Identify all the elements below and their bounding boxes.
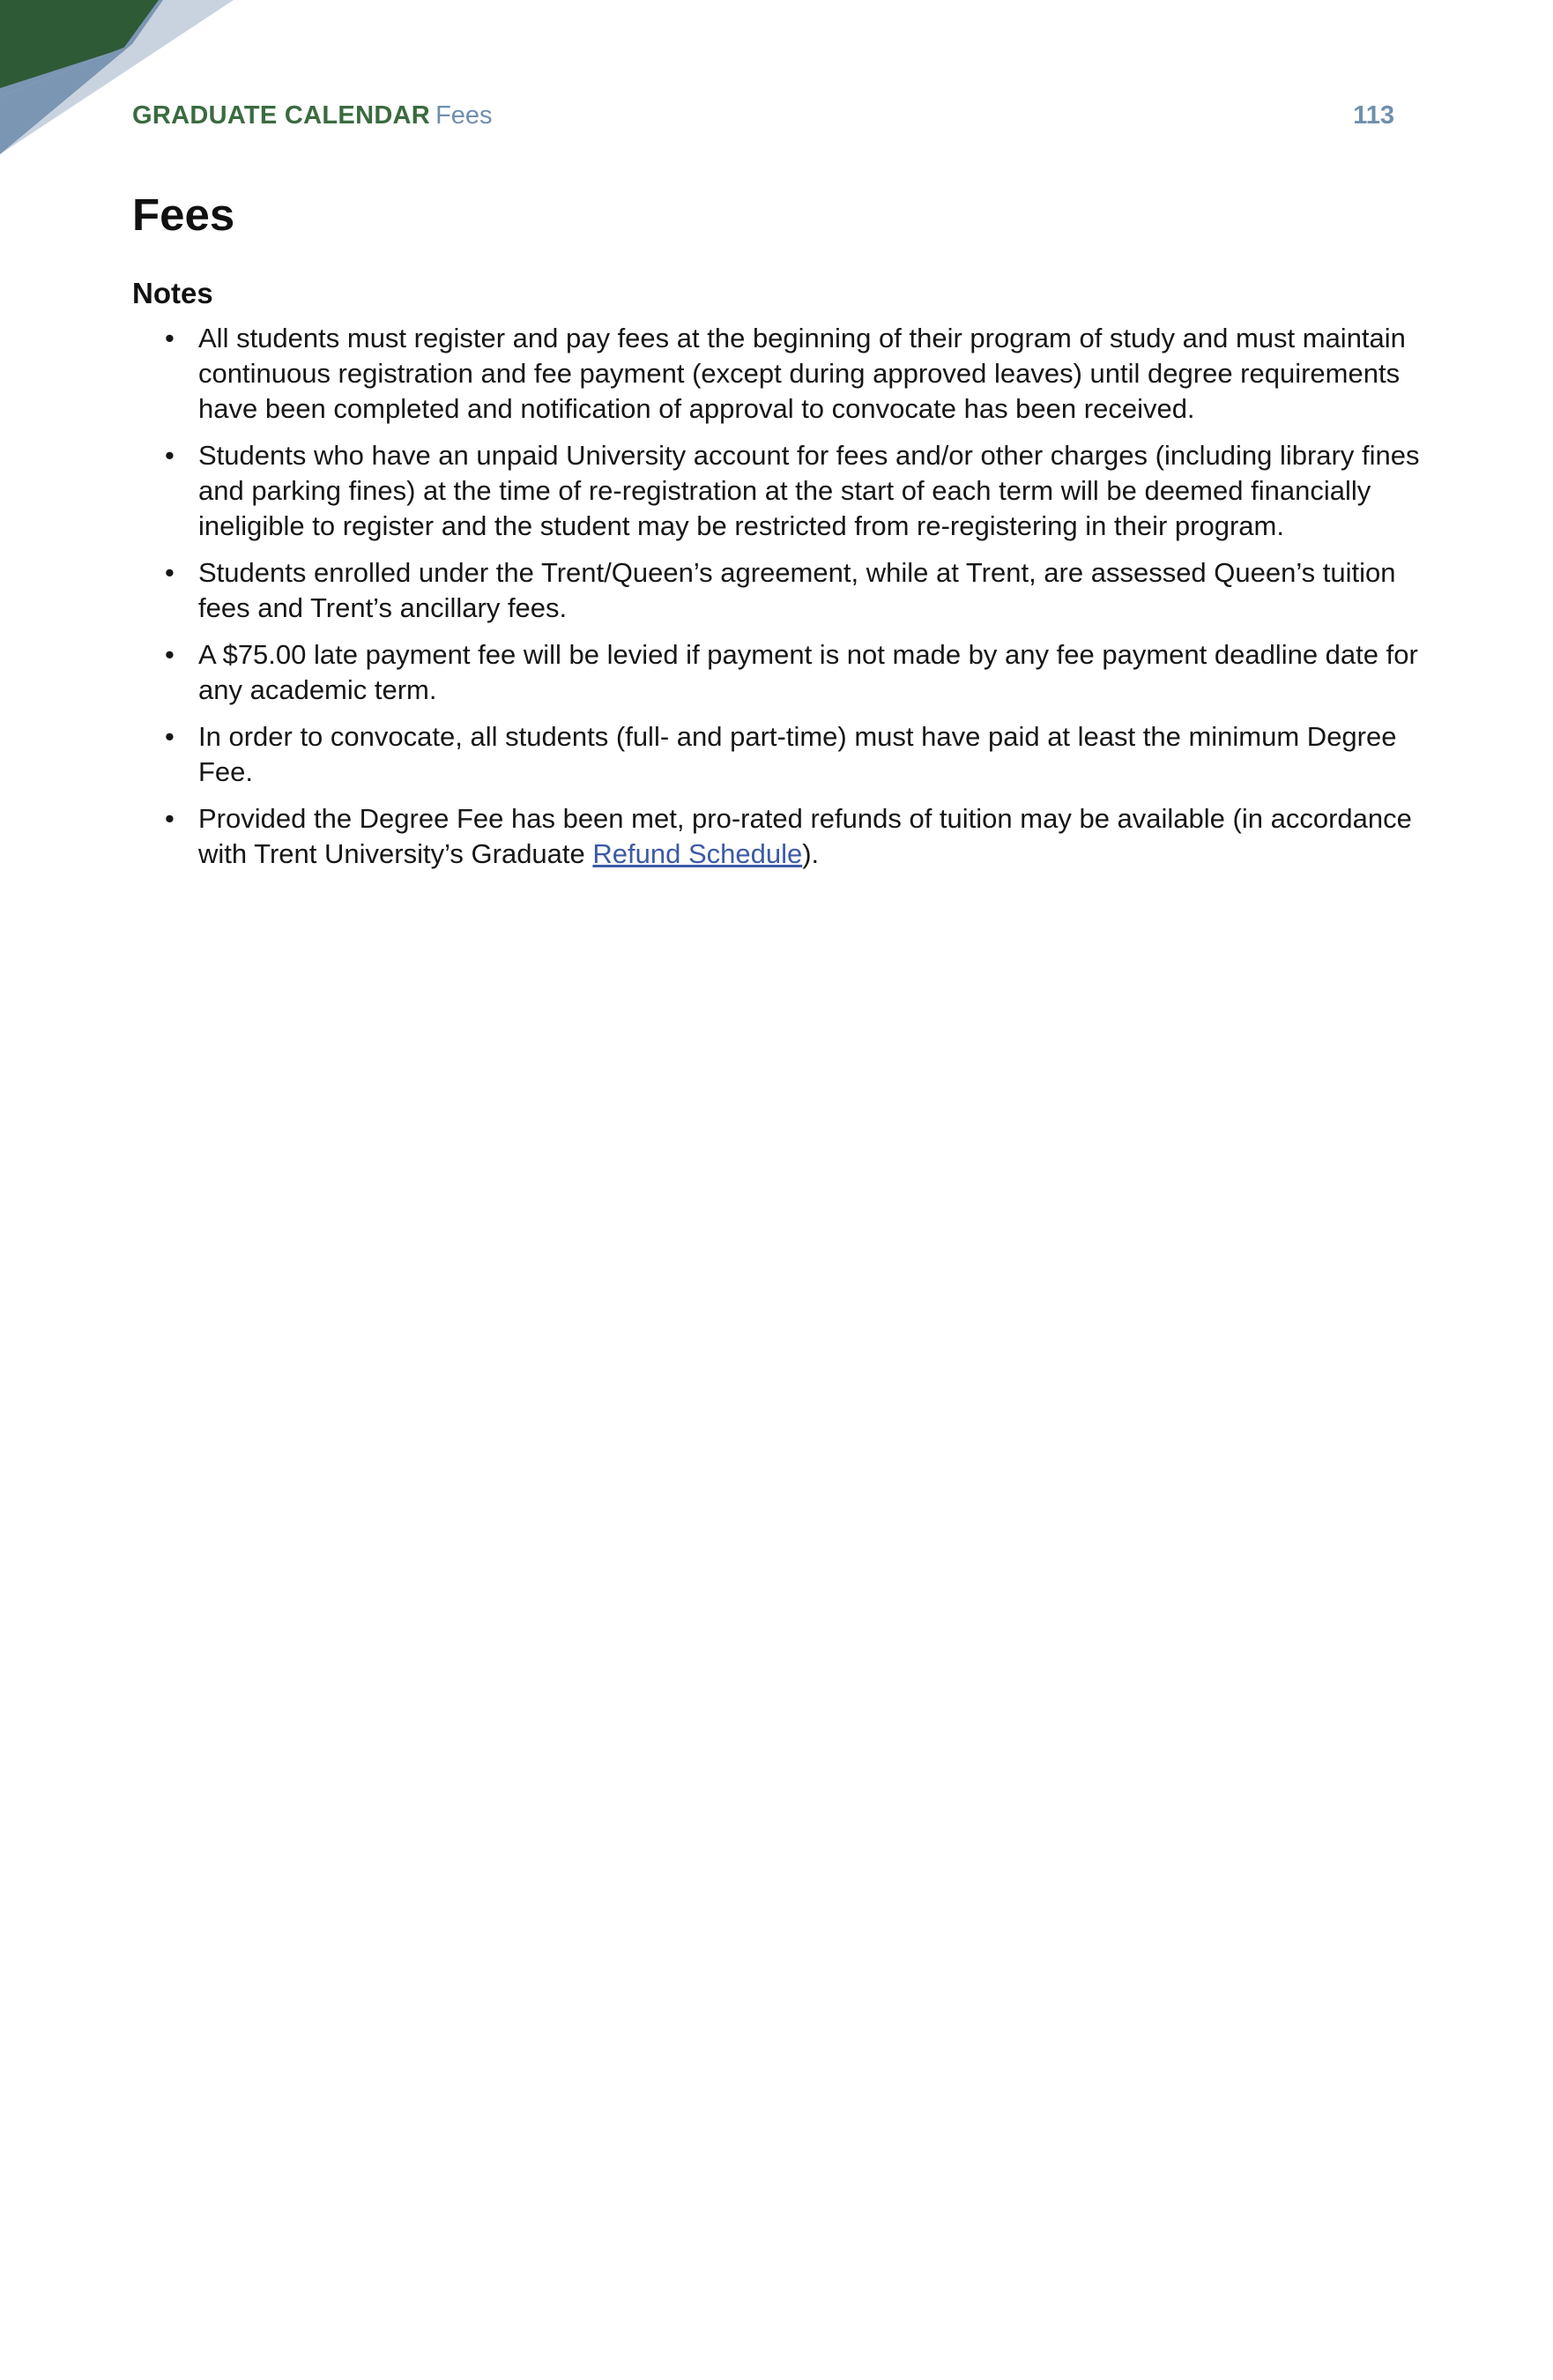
list-item xyxy=(132,438,1428,544)
page-number: 113 xyxy=(1353,101,1394,130)
bullet-icon: • xyxy=(165,721,175,752)
running-header xyxy=(132,100,493,131)
notes-list xyxy=(132,321,1428,883)
list-item xyxy=(132,637,1428,708)
list-item-text: All students must register and pay fees at the beginning of their program of study and must maintain continuous registration and fee payment (except during approved leaves) until degree requirements have been completed and notification of approval to convocate has been received. xyxy=(198,323,1406,424)
list-item xyxy=(132,719,1428,790)
list-item-text: Students enrolled under the Trent/Queen’s agreement, while at Trent, are assessed Queen’s tuition fees and Trent’s ancillary fees. xyxy=(198,557,1396,623)
corner-decoration xyxy=(0,0,247,159)
list-item xyxy=(132,321,1428,427)
refund-schedule-link[interactable]: Refund Schedule xyxy=(592,838,803,869)
section-label: Fees xyxy=(435,101,493,130)
notes-heading: Notes xyxy=(132,277,213,309)
page-title: Fees xyxy=(132,190,235,240)
calendar-label: GRADUATE CALENDAR xyxy=(132,101,431,130)
bullet-icon: • xyxy=(165,440,175,471)
list-item-text: In order to convocate, all students (full- and part-time) must have paid at least the minimum Degree Fee. xyxy=(198,721,1397,787)
bullet-icon: • xyxy=(165,639,175,670)
refund-text-before: Provided the Degree Fee has been met, pro-rated refunds of tuition may be available (in accordance with Trent University’s Graduate xyxy=(198,803,1412,869)
list-item xyxy=(132,555,1428,626)
bullet-icon: • xyxy=(165,323,175,353)
list-item-text: Students who have an unpaid University account for fees and/or other charges (including library fines and parking fines) at the time of re-registration at the start of each term will be deemed financially ineligible to register and the student may be restricted from re-registering in their program. xyxy=(198,440,1420,541)
list-item xyxy=(132,801,1428,872)
bullet-icon: • xyxy=(165,557,175,588)
list-item-text: A $75.00 late payment fee will be levied if payment is not made by any fee payment deadline date for any academic term. xyxy=(198,639,1418,705)
list-item-text xyxy=(198,803,1412,869)
refund-text-after: ). xyxy=(802,838,820,869)
bullet-icon: • xyxy=(165,803,175,834)
